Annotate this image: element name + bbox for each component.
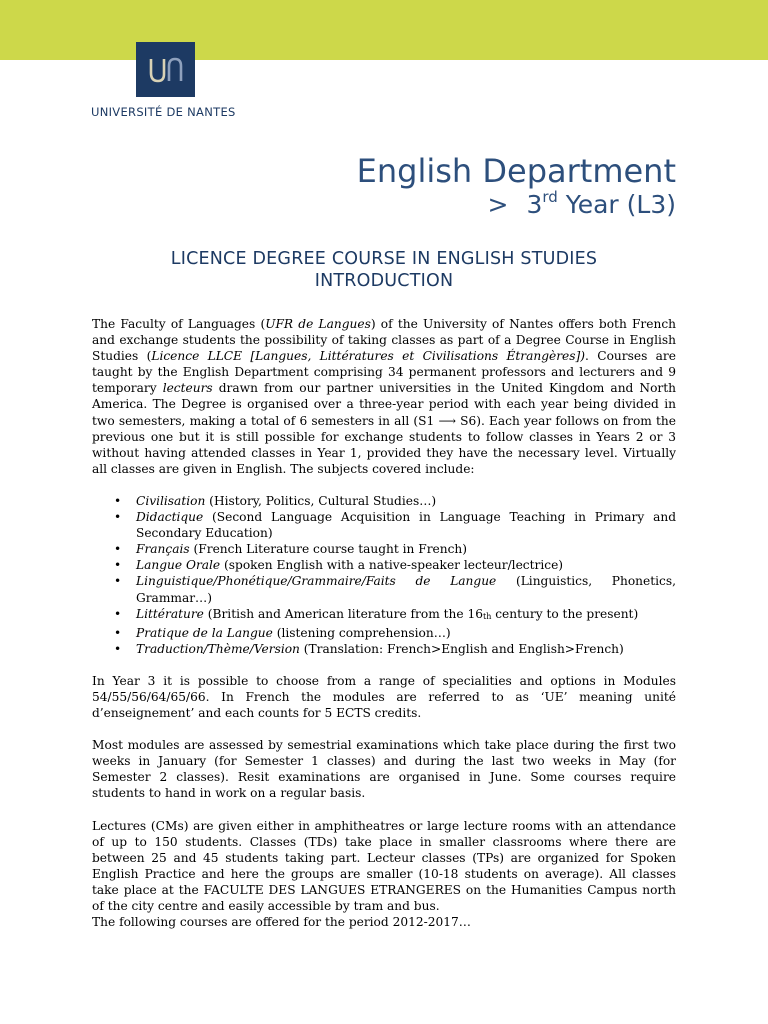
year-ordinal-suffix: rd bbox=[542, 188, 558, 206]
list-item: • Littérature (British and American literature from the 16th century to the present) bbox=[136, 606, 676, 625]
list-item: • Langue Orale (spoken English with a native-speaker lecteur/lectrice) bbox=[136, 557, 676, 573]
list-item: • Traduction/Thème/Version (Translation: French>English and English>French) bbox=[136, 641, 676, 657]
heading-line-2: INTRODUCTION bbox=[314, 271, 454, 291]
year-label: Year (L3) bbox=[565, 190, 676, 219]
year-ordinal-number: 3 bbox=[526, 190, 543, 219]
department-title: English Department bbox=[356, 152, 676, 190]
year-title bbox=[488, 190, 676, 219]
document-body bbox=[92, 316, 676, 930]
university-name: UNIVERSITÉ DE NANTES bbox=[91, 105, 236, 119]
courses-offered-paragraph: The following courses are offered for the period 2012-2017… bbox=[92, 915, 471, 930]
lectures-paragraph: Lectures (CMs) are given either in amphitheatres or large lecture rooms with an attendance of up to 150 students. Classes (TDs) take place in smaller classrooms where there are between 25 and 45 students taking part. Lecteur classes (TPs) are organized for Spoken English Practice and here the groups are smaller (10-18 students on average). All classes take place at the FACULTE DES LANGUES ETRANGERES on the Humanities Campus north of the city centre and easily accessible by tram and bus. bbox=[92, 818, 676, 913]
year-arrow: > bbox=[487, 190, 509, 219]
subjects-list bbox=[92, 493, 676, 657]
un-logo-icon bbox=[146, 55, 186, 85]
university-logo bbox=[136, 42, 195, 97]
intro-paragraph: The Faculty of Languages (UFR de Langues) of the University of Nantes offers both French and exchange students the possibility of taking classes as part of a Degree Course in English Studies (Licence LLCE [Langues, Littératures et Civilisations Étrangères]). Courses are taught by the English Department comprising 34 permanent professors and lecturers and 9 temporary lecteurs drawn from our partner universities in the United Kingdom and North America. The Degree is organised over a three-year period with each year being divided in two semesters, making a total of 6 semesters in all (S1 ⟶ S6). Each year follows on from the previous one but it is still possible for exchange students to follow classes in Years 2 or 3 without having attended classes in Year 1, provided they have the necessary level. Virtually all classes are given in English. The subjects covered include: bbox=[92, 317, 677, 476]
list-item: • Didactique (Second Language Acquisition in Language Teaching in Primary and Secondary Education) bbox=[136, 509, 676, 541]
list-item: • Pratique de la Langue (listening comprehension…) bbox=[136, 625, 676, 641]
modules-paragraph: In Year 3 it is possible to choose from a range of specialities and options in Modules 54/55/56/64/65/66. In French the modules are referred to as ‘UE’ meaning unité d’enseignement’ and each counts for 5 ECTS credits. bbox=[92, 673, 676, 721]
course-heading bbox=[92, 248, 676, 292]
list-item: • Linguistique/Phonétique/Grammaire/Faits de Langue (Linguistics, Phonetics, Grammar…) bbox=[136, 573, 676, 605]
heading-line-1: LICENCE DEGREE COURSE IN ENGLISH STUDIES bbox=[170, 249, 598, 269]
assessment-paragraph: Most modules are assessed by semestrial examinations which take place during the first two weeks in January (for Semester 1 classes) and during the last two weeks in May (for Semester 2 classes). Resit examinations are organised in June. Some courses require students to hand in work on a regular basis. bbox=[92, 738, 676, 801]
list-item: • Civilisation (History, Politics, Cultural Studies…) bbox=[136, 493, 676, 509]
top-color-band bbox=[0, 0, 768, 60]
list-item: • Français (French Literature course taught in French) bbox=[136, 541, 676, 557]
